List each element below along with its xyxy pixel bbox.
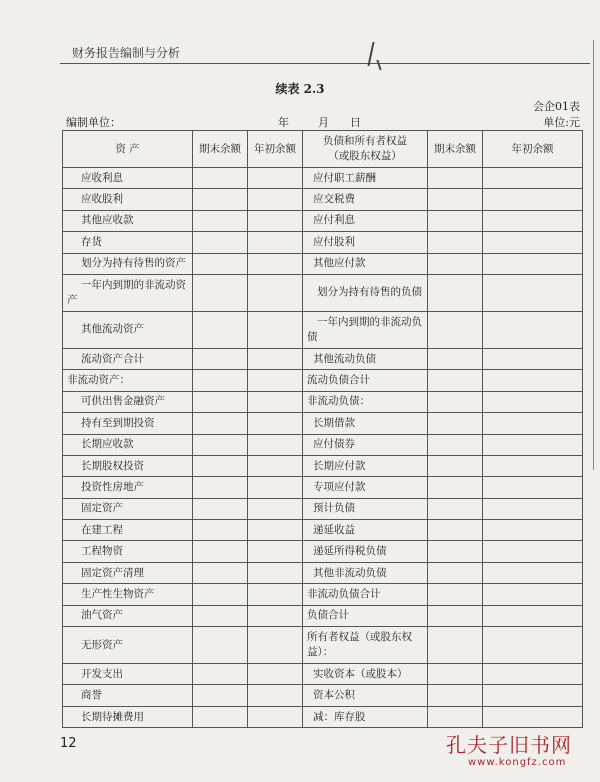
page-edge-line	[593, 40, 594, 470]
value-cell	[248, 520, 303, 541]
watermark-name: 孔夫子旧书网	[446, 733, 572, 757]
liability-cell: 所有者权益（或股东权益）：	[303, 627, 428, 664]
asset-cell: 固定资产	[63, 498, 193, 519]
value-cell	[428, 685, 483, 706]
asset-cell: 长期待摊费用	[63, 706, 193, 727]
value-cell	[193, 562, 248, 583]
value-cell	[248, 348, 303, 369]
value-cell	[193, 210, 248, 231]
value-cell	[483, 498, 583, 519]
asset-cell: 其他流动资产	[63, 311, 193, 348]
value-cell	[193, 477, 248, 498]
asset-cell: 油气资产	[63, 605, 193, 626]
value-cell	[248, 370, 303, 391]
table-row	[63, 232, 583, 253]
value-cell	[193, 274, 248, 311]
liability-cell: 实收资本（或股本）	[303, 664, 428, 685]
value-cell	[193, 168, 248, 189]
value-cell	[193, 706, 248, 727]
value-cell	[428, 605, 483, 626]
value-cell	[248, 434, 303, 455]
header-rule	[60, 63, 590, 64]
col-assets: 资 产	[63, 131, 193, 168]
col-begin-balance: 年初余额	[248, 131, 303, 168]
meta-row	[66, 114, 580, 128]
table-row	[63, 348, 583, 369]
value-cell	[193, 664, 248, 685]
value-cell	[193, 391, 248, 412]
liability-cell: 其他流动负债	[303, 348, 428, 369]
year-label: 年	[278, 116, 289, 129]
asset-cell: 长期应收款	[63, 434, 193, 455]
col-end-balance: 期末余额	[193, 131, 248, 168]
value-cell	[248, 706, 303, 727]
asset-cell: 可供出售金融资产	[63, 391, 193, 412]
asset-cell: 固定资产清理	[63, 562, 193, 583]
liability-cell: 流动负债合计	[303, 370, 428, 391]
value-cell	[428, 584, 483, 605]
value-cell	[248, 391, 303, 412]
value-cell	[248, 274, 303, 311]
liability-cell: 应交税费	[303, 189, 428, 210]
value-cell	[248, 562, 303, 583]
asset-cell: 生产性生物资产	[63, 584, 193, 605]
value-cell	[193, 520, 248, 541]
value-cell	[428, 189, 483, 210]
table-row	[63, 664, 583, 685]
value-cell	[248, 253, 303, 274]
value-cell	[193, 627, 248, 664]
value-cell	[483, 311, 583, 348]
asset-cell: 开发支出	[63, 664, 193, 685]
table-row	[63, 498, 583, 519]
table-row	[63, 520, 583, 541]
value-cell	[248, 311, 303, 348]
table-header-row	[63, 131, 583, 168]
table-title: 续表 2.3	[275, 82, 325, 96]
asset-cell: 持有至到期投资	[63, 413, 193, 434]
asset-cell: 划分为持有待售的资产	[63, 253, 193, 274]
value-cell	[483, 685, 583, 706]
value-cell	[193, 311, 248, 348]
asset-cell: 工程物资	[63, 541, 193, 562]
liability-cell: 应付债券	[303, 434, 428, 455]
value-cell	[193, 455, 248, 476]
liability-cell: 应付职工薪酬	[303, 168, 428, 189]
value-cell	[428, 413, 483, 434]
value-cell	[193, 232, 248, 253]
value-cell	[428, 253, 483, 274]
value-cell	[428, 627, 483, 664]
asset-cell: 无形资产	[63, 627, 193, 664]
liability-cell: 长期应付款	[303, 455, 428, 476]
value-cell	[428, 232, 483, 253]
table-row	[63, 189, 583, 210]
value-cell	[428, 562, 483, 583]
value-cell	[483, 541, 583, 562]
value-cell	[428, 274, 483, 311]
liability-cell: 应付利息	[303, 210, 428, 231]
value-cell	[428, 348, 483, 369]
value-cell	[248, 584, 303, 605]
value-cell	[483, 627, 583, 664]
asset-cell: 应收股利	[63, 189, 193, 210]
day-label: 日	[350, 116, 361, 129]
table-row	[63, 210, 583, 231]
col-end-balance-2: 期末余额	[428, 131, 483, 168]
value-cell	[483, 455, 583, 476]
table-row	[63, 477, 583, 498]
value-cell	[248, 541, 303, 562]
liability-cell: 其他应付款	[303, 253, 428, 274]
value-cell	[428, 391, 483, 412]
table-row	[63, 391, 583, 412]
value-cell	[428, 311, 483, 348]
book-title: 财务报告编制与分析	[72, 46, 181, 60]
asset-cell: 一年内到期的非流动资产	[63, 274, 193, 311]
value-cell	[428, 520, 483, 541]
value-cell	[248, 685, 303, 706]
liability-cell: 非流动负债：	[303, 391, 428, 412]
value-cell	[248, 455, 303, 476]
liability-cell: 其他非流动负债	[303, 562, 428, 583]
value-cell	[483, 168, 583, 189]
liability-cell: 减：库存股	[303, 706, 428, 727]
liability-cell: 递延收益	[303, 520, 428, 541]
value-cell	[193, 348, 248, 369]
value-cell	[193, 189, 248, 210]
value-cell	[483, 706, 583, 727]
value-cell	[193, 498, 248, 519]
asset-cell: 长期股权投资	[63, 455, 193, 476]
liability-cell: 递延所得税负债	[303, 541, 428, 562]
month-label: 月	[318, 116, 329, 129]
liability-cell: 长期借款	[303, 413, 428, 434]
table-row	[63, 685, 583, 706]
table-row	[63, 562, 583, 583]
table-row	[63, 434, 583, 455]
value-cell	[483, 210, 583, 231]
balance-sheet-table	[62, 130, 583, 728]
value-cell	[248, 605, 303, 626]
value-cell	[248, 232, 303, 253]
value-cell	[193, 584, 248, 605]
value-cell	[483, 391, 583, 412]
value-cell	[248, 210, 303, 231]
table-row	[63, 274, 583, 311]
value-cell	[428, 455, 483, 476]
value-cell	[248, 498, 303, 519]
value-cell	[248, 627, 303, 664]
value-cell	[248, 168, 303, 189]
col-liabilities	[303, 131, 428, 168]
asset-cell: 应收利息	[63, 168, 193, 189]
table-row	[63, 455, 583, 476]
asset-cell: 流动资产合计	[63, 348, 193, 369]
value-cell	[483, 253, 583, 274]
asset-cell: 投资性房地产	[63, 477, 193, 498]
liability-cell: 划分为持有待售的负债	[303, 274, 428, 311]
value-cell	[428, 541, 483, 562]
value-cell	[428, 210, 483, 231]
value-cell	[483, 434, 583, 455]
value-cell	[193, 541, 248, 562]
watermark-url: www.kongfz.com	[468, 757, 567, 768]
value-cell	[193, 434, 248, 455]
value-cell	[428, 706, 483, 727]
value-cell	[428, 434, 483, 455]
liability-cell: 应付股利	[303, 232, 428, 253]
page-number: 12	[60, 736, 77, 751]
value-cell	[193, 370, 248, 391]
liability-cell: 专项应付款	[303, 477, 428, 498]
value-cell	[483, 348, 583, 369]
value-cell	[428, 664, 483, 685]
liability-cell: 非流动负债合计	[303, 584, 428, 605]
value-cell	[428, 370, 483, 391]
value-cell	[483, 605, 583, 626]
table-row	[63, 541, 583, 562]
value-cell	[193, 685, 248, 706]
value-cell	[428, 498, 483, 519]
value-cell	[483, 232, 583, 253]
asset-cell: 存货	[63, 232, 193, 253]
value-cell	[483, 413, 583, 434]
asset-cell: 非流动资产：	[63, 370, 193, 391]
value-cell	[483, 664, 583, 685]
table-row	[63, 253, 583, 274]
table-row	[63, 627, 583, 664]
table-row	[63, 168, 583, 189]
col-liabilities-line1: 负债和所有者权益	[323, 135, 407, 147]
table-row	[63, 605, 583, 626]
value-cell	[483, 584, 583, 605]
value-cell	[248, 477, 303, 498]
value-cell	[483, 477, 583, 498]
value-cell	[193, 253, 248, 274]
col-begin-balance-2: 年初余额	[483, 131, 583, 168]
asset-cell: 商誉	[63, 685, 193, 706]
liability-cell: 预计负债	[303, 498, 428, 519]
header-divider-mark-foot	[376, 60, 381, 70]
table-row	[63, 706, 583, 727]
value-cell	[483, 520, 583, 541]
value-cell	[483, 562, 583, 583]
table-row	[63, 311, 583, 348]
value-cell	[248, 413, 303, 434]
form-code: 会企01表	[533, 100, 580, 113]
value-cell	[248, 189, 303, 210]
value-cell	[428, 168, 483, 189]
value-cell	[483, 274, 583, 311]
asset-cell: 其他应收款	[63, 210, 193, 231]
table-row	[63, 413, 583, 434]
preparer-label: 编制单位：	[66, 116, 121, 129]
value-cell	[248, 664, 303, 685]
table-row	[63, 584, 583, 605]
col-liabilities-line2: （或股东权益）	[328, 150, 402, 162]
value-cell	[193, 605, 248, 626]
liability-cell: 负债合计	[303, 605, 428, 626]
liability-cell: 一年内到期的非流动负债	[303, 311, 428, 348]
liability-cell: 资本公积	[303, 685, 428, 706]
table-row	[63, 370, 583, 391]
unit-label: 单位:元	[543, 116, 580, 129]
value-cell	[428, 477, 483, 498]
value-cell	[483, 370, 583, 391]
asset-cell: 在建工程	[63, 520, 193, 541]
value-cell	[483, 189, 583, 210]
value-cell	[193, 413, 248, 434]
